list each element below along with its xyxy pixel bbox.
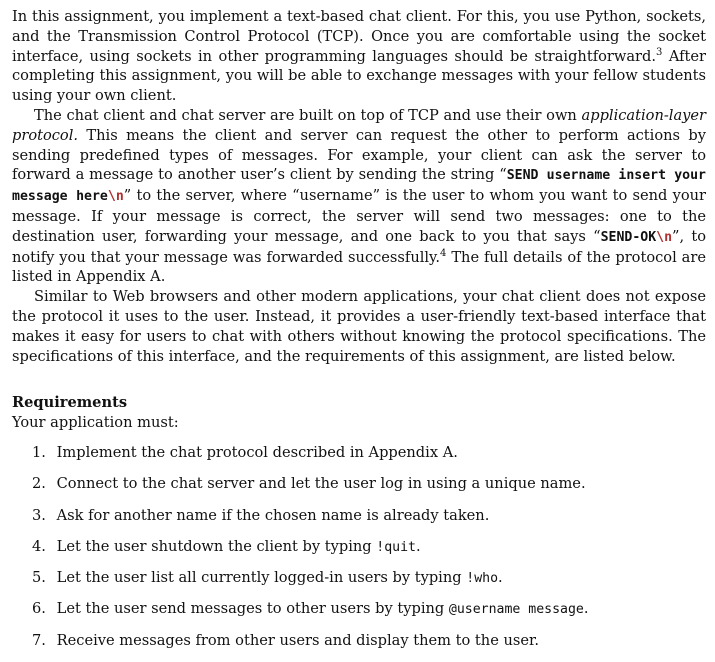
requirement-item: [32, 506, 706, 526]
item-number: 2.: [32, 475, 46, 493]
requirement-item: [32, 599, 706, 619]
item-text: Implement the chat protocol described in Appendix A.: [56, 443, 458, 461]
item-text: Let the user send messages to other users by typing: [56, 600, 449, 618]
requirement-item: [32, 568, 706, 588]
footnote-marker: 3: [656, 46, 663, 58]
item-text: Let the user list all currently logged-in users by typing: [56, 569, 467, 587]
item-text-end: .: [415, 537, 421, 555]
requirement-item: [32, 443, 706, 463]
item-text-end: .: [583, 600, 589, 618]
inline-code-newline: \n: [656, 229, 673, 245]
footnote-marker: 4: [440, 247, 447, 259]
inline-code: !quit: [376, 539, 416, 555]
paragraph-interface: Similar to Web browsers and other modern applications, your chat client does not expose the protocol it uses to the user. Instead, it provides a user-friendly text-based interface that makes it easy for users to chat with others without knowing the protocol specifications. The specifications of this interface, and the requirements of this assignment, are listed below.: [12, 288, 706, 365]
paragraph-text: This means the client and server can request the other to perform actions by sending predefined types of messages. For example, your client can ask the server to forward a message to another user’s client by sending the string “: [12, 126, 706, 184]
item-number: 4.: [32, 537, 46, 555]
item-number: 5.: [32, 569, 46, 587]
paragraph-text: The chat client and chat server are built on top of TCP and use their own: [34, 106, 582, 124]
paragraph-text: The full details of the protocol are listed in Appendix A.: [12, 248, 706, 286]
document-page: [12, 7, 706, 662]
inline-code-send: SEND username insert your message here: [12, 168, 706, 205]
paragraph-text: ”, to notify you that your message was forwarded successfully.: [12, 227, 706, 266]
requirement-item: [32, 631, 706, 651]
section-heading: Requirements: [12, 394, 128, 412]
requirement-item: [32, 474, 706, 494]
item-text: Connect to the chat server and let the user log in using a unique name.: [56, 475, 586, 493]
paragraph-text: After completing this assignment, you will be able to exchange messages with your fellow students using your own client.: [12, 47, 707, 105]
item-number: 1.: [32, 443, 46, 461]
item-number: 6.: [32, 600, 46, 618]
item-text: Receive messages from other users and display them to the user.: [56, 631, 540, 649]
requirement-item: [32, 537, 706, 557]
paragraph-protocol: [12, 106, 706, 287]
requirements-intro: Your application must:: [12, 414, 179, 432]
item-number: 7.: [32, 631, 46, 649]
item-text: Let the user shutdown the client by typing: [56, 537, 377, 555]
inline-code: !who: [466, 571, 499, 587]
requirements-list: [12, 443, 706, 651]
emphasis-text: application-layer protocol.: [12, 106, 706, 144]
item-text-end: .: [498, 569, 503, 587]
paragraph-text: ” to the server, where “username” is the user to whom you want to send your message. If your message is correct, the server will send two messages: one to the destination user, forwarding your message, and one back to you that says “: [12, 187, 706, 245]
item-number: 3.: [32, 506, 46, 524]
item-text: Ask for another name if the chosen name is already taken.: [56, 506, 490, 524]
inline-code-newline: \n: [107, 189, 124, 205]
paragraph-intro: [12, 7, 706, 106]
inline-code-send-ok: SEND-OK: [600, 229, 657, 245]
paragraph-text: In this assignment, you implement a text-based chat client. For this, you use Python, sockets, and the Transmission Control Protocol (TCP). Once you are comfortable using the socket interface, using sockets in other programming languages should be straightforward.: [12, 8, 706, 65]
inline-code: @username message: [448, 602, 584, 618]
